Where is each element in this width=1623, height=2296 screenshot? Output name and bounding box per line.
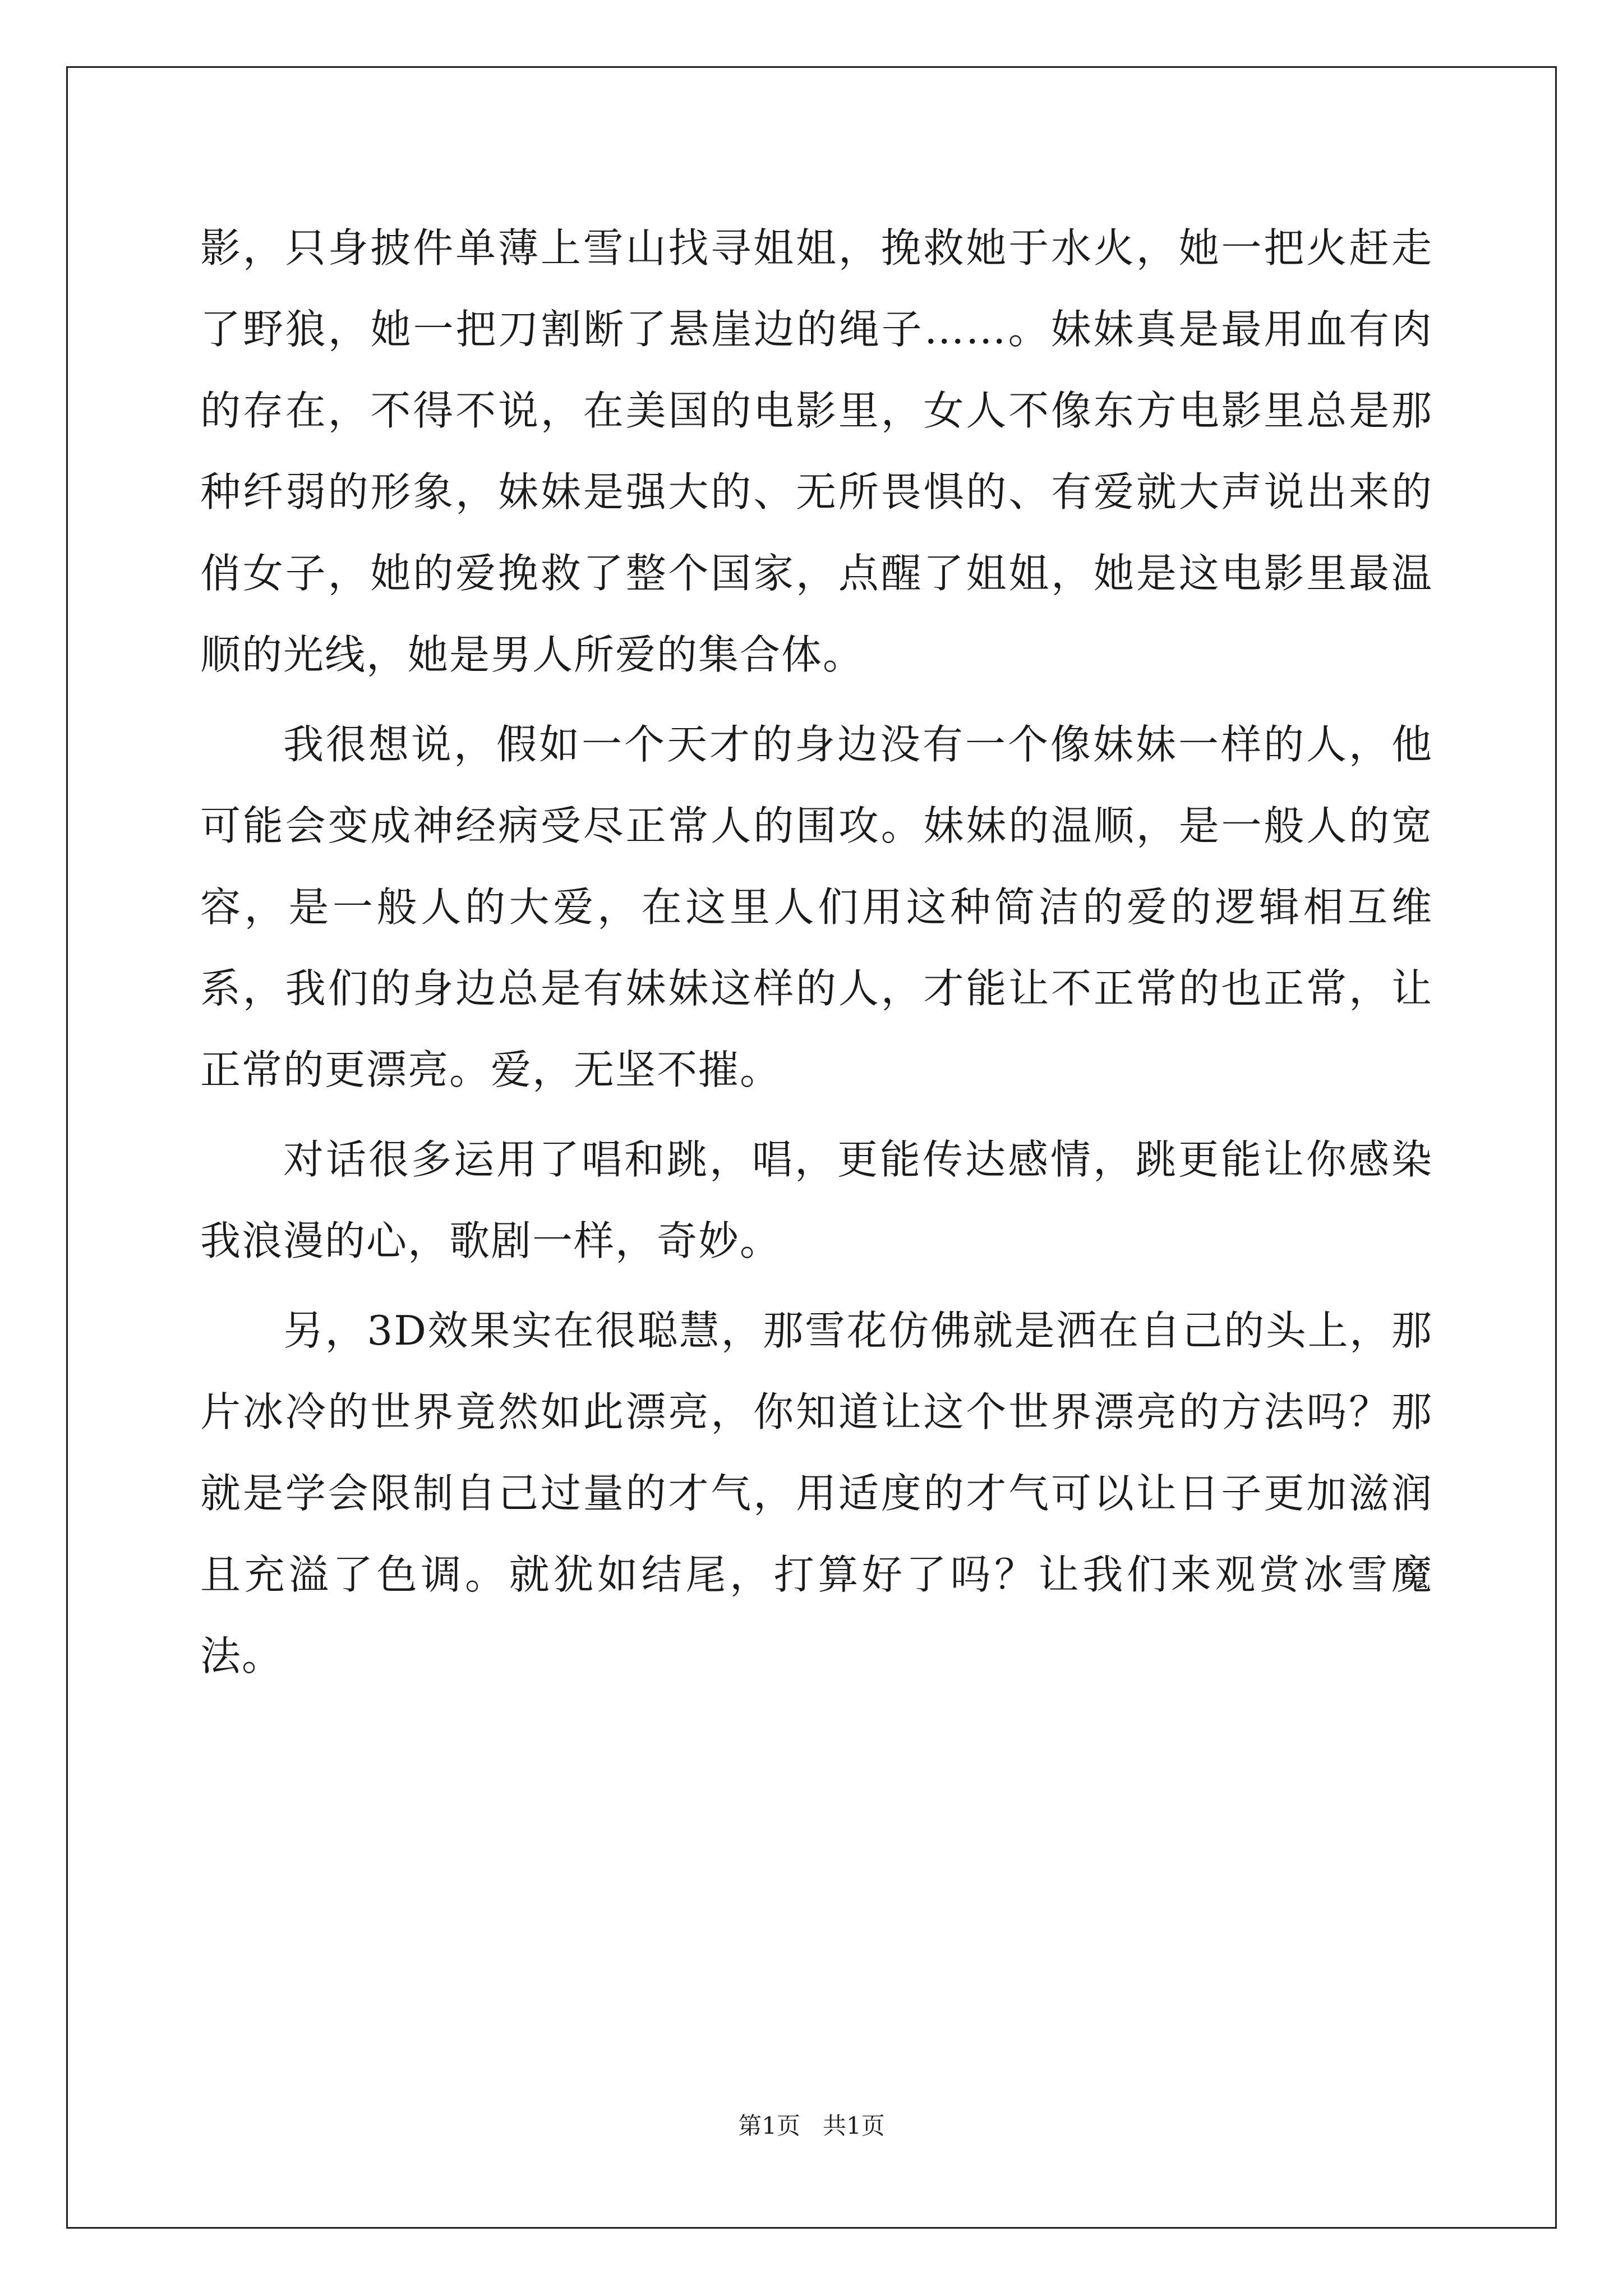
page-total: 共1页 <box>823 2112 885 2139</box>
paragraph-2: 我很想说，假如一个天才的身边没有一个像妹妹一样的人，他可能会变成神经病受尽正常人的围攻。妹妹的温顺，是一般人的宽容，是一般人的大爱，在这里人们用这种简洁的爱的逻辑相互维系，我们的身边总是有妹妹这样的人，才能让不正常的也正常，让正常的更漂亮。爱，无坚不摧。 <box>200 721 1433 1093</box>
page-number: 第1页 <box>738 2112 800 2139</box>
paragraph-4: 另，3D效果实在很聪慧，那雪花仿佛就是洒在自己的头上，那片冰冷的世界竟然如此漂亮，你知道让这个世界漂亮的方法吗？那就是学会限制自己过量的才气，用适度的才气可以让日子更加滋润且充溢了色调。就犹如结尾，打算好了吗？让我们来观赏冰雪魔法。 <box>200 1307 1433 1680</box>
paragraph-1: 影，只身披件单薄上雪山找寻姐姐，挽救她于水火，她一把火赶走了野狼，她一把刀割断了悬崖边的绳子……。妹妹真是最用血有肉的存在，不得不说，在美国的电影里，女人不像东方电影里总是那种纤弱的形象，妹妹是强大的、无所畏惧的、有爱就大声说出来的俏女子，她的爱挽救了整个国家，点醒了姐姐，她是这电影里最温顺的光线，她是男人所爱的集合体。 <box>200 224 1433 678</box>
paragraph-3: 对话很多运用了唱和跳，唱，更能传达感情，跳更能让你感染我浪漫的心，歌剧一样，奇妙。 <box>200 1136 1433 1264</box>
document-body <box>200 208 1433 1705</box>
page-footer <box>0 2109 1623 2143</box>
